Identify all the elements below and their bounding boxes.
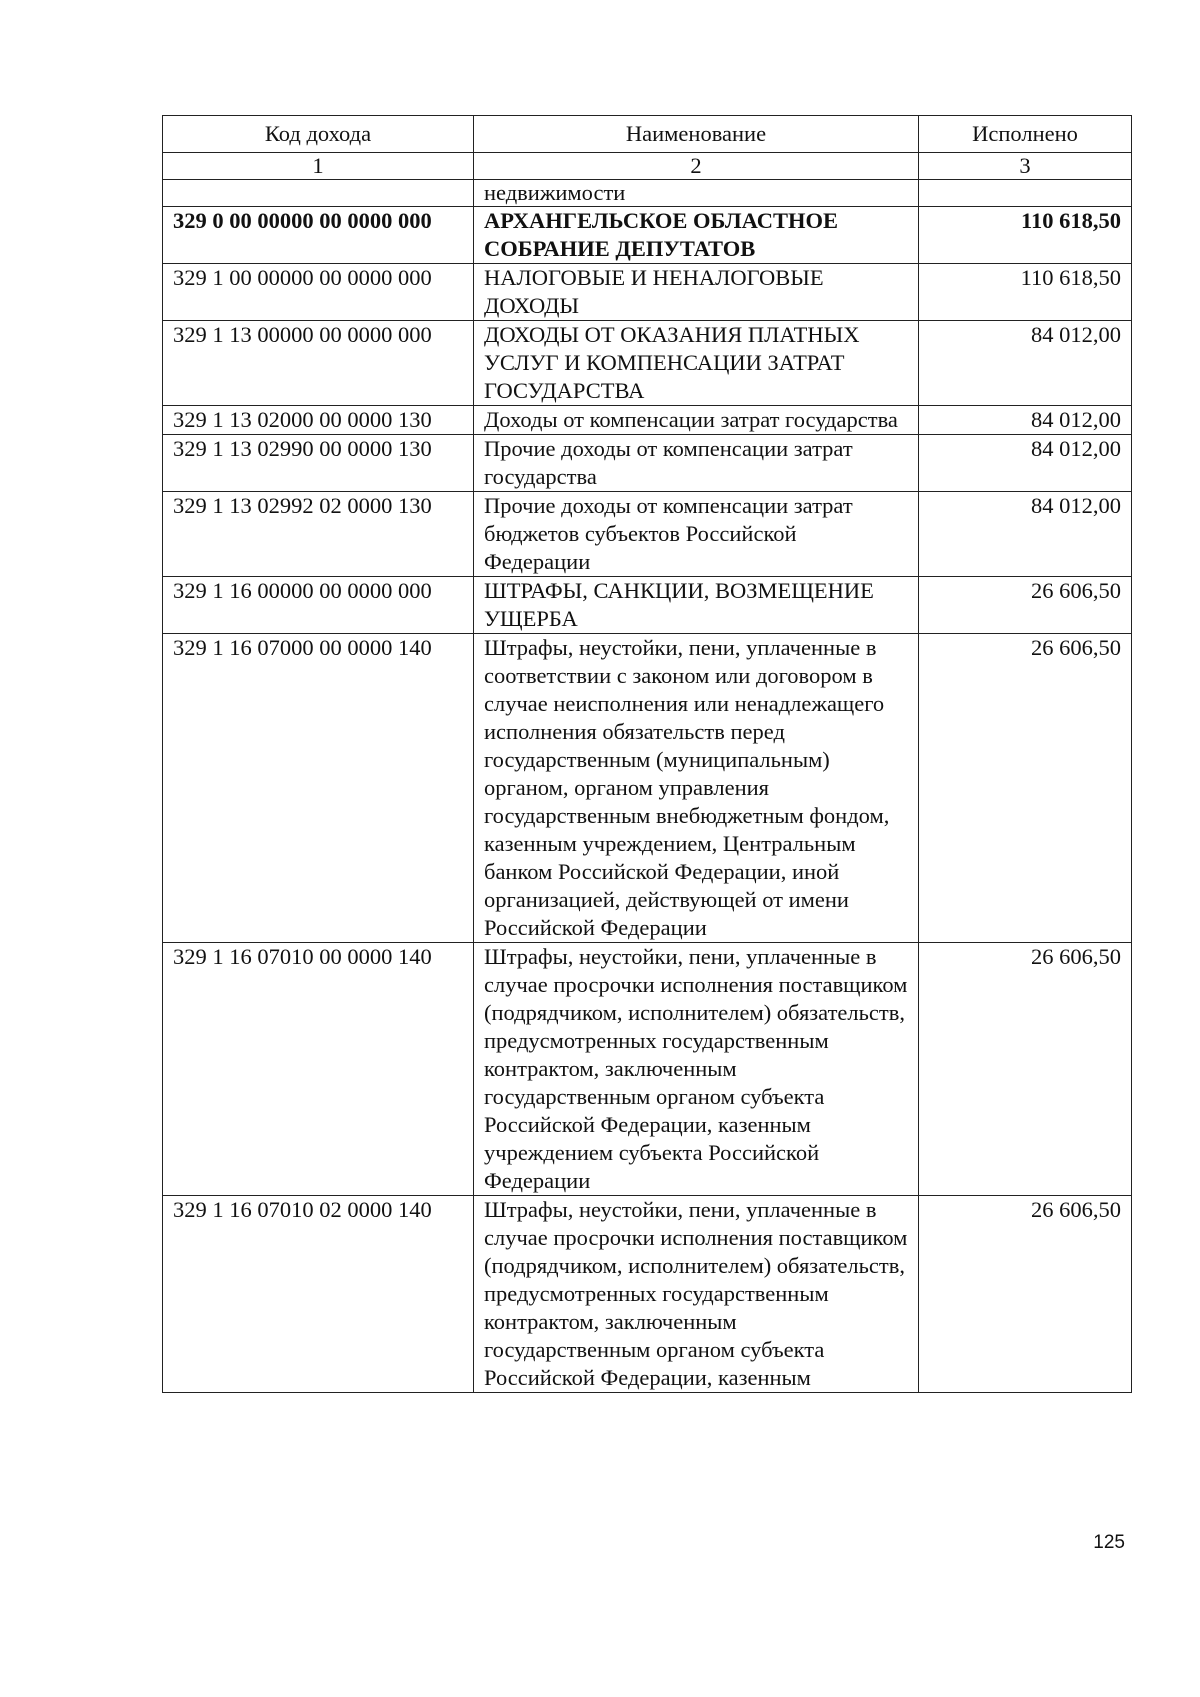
amount-cell: 26 606,50 [919, 634, 1132, 943]
name-cell: Прочие доходы от компенсации затрат государства [474, 435, 919, 492]
income-code-cell: 329 1 13 02992 02 0000 130 [163, 492, 474, 577]
name-cell: Прочие доходы от компенсации затрат бюджетов субъектов Российской Федерации [474, 492, 919, 577]
income-code-cell: 329 1 16 07000 00 0000 140 [163, 634, 474, 943]
continuation-row [163, 180, 1132, 207]
amount-cell: 26 606,50 [919, 943, 1132, 1196]
table-header-row [163, 116, 1132, 153]
column-number-1: 1 [163, 153, 474, 180]
amount-cell: 84 012,00 [919, 406, 1132, 435]
income-code-cell: 329 0 00 00000 00 0000 000 [163, 207, 474, 264]
table-row [163, 634, 1132, 943]
header-executed: Исполнено [919, 116, 1132, 153]
income-code-cell: 329 1 16 00000 00 0000 000 [163, 577, 474, 634]
column-number-3: 3 [919, 153, 1132, 180]
amount-cell: 84 012,00 [919, 321, 1132, 406]
amount-cell: 26 606,50 [919, 577, 1132, 634]
column-number-row [163, 153, 1132, 180]
amount-cell [919, 180, 1132, 207]
name-cell: ДОХОДЫ ОТ ОКАЗАНИЯ ПЛАТНЫХ УСЛУГ И КОМПЕНСАЦИИ ЗАТРАТ ГОСУДАРСТВА [474, 321, 919, 406]
table-row [163, 1196, 1132, 1393]
table-row [163, 943, 1132, 1196]
income-code-cell: 329 1 13 00000 00 0000 000 [163, 321, 474, 406]
column-number-2: 2 [474, 153, 919, 180]
amount-cell: 84 012,00 [919, 492, 1132, 577]
name-cell: Штрафы, неустойки, пени, уплаченные в случае просрочки исполнения поставщиком (подрядчиком, исполнителем) обязательств, предусмотренных государственным контрактом, заключенным государственным органом субъекта Российской Федерации, казенным учреждением субъекта Российской Федерации [474, 943, 919, 1196]
header-name: Наименование [474, 116, 919, 153]
name-cell: Штрафы, неустойки, пени, уплаченные в случае просрочки исполнения поставщиком (подрядчиком, исполнителем) обязательств, предусмотренных государственным контрактом, заключенным государственным органом субъекта Российской Федерации, казенным [474, 1196, 919, 1393]
name-cell: недвижимости [474, 180, 919, 207]
name-cell: Доходы от компенсации затрат государства [474, 406, 919, 435]
amount-cell: 26 606,50 [919, 1196, 1132, 1393]
table-row [163, 435, 1132, 492]
table-row [163, 406, 1132, 435]
amount-cell: 84 012,00 [919, 435, 1132, 492]
income-code-cell: 329 1 13 02990 00 0000 130 [163, 435, 474, 492]
table-row [163, 321, 1132, 406]
table-row [163, 207, 1132, 264]
header-income-code: Код дохода [163, 116, 474, 153]
income-code-cell [163, 180, 474, 207]
name-cell: ШТРАФЫ, САНКЦИИ, ВОЗМЕЩЕНИЕ УЩЕРБА [474, 577, 919, 634]
name-cell: НАЛОГОВЫЕ И НЕНАЛОГОВЫЕ ДОХОДЫ [474, 264, 919, 321]
income-code-cell: 329 1 16 07010 02 0000 140 [163, 1196, 474, 1393]
page-number: 125 [1093, 1532, 1125, 1553]
income-code-cell: 329 1 00 00000 00 0000 000 [163, 264, 474, 321]
table-row [163, 264, 1132, 321]
name-cell: АРХАНГЕЛЬСКОЕ ОБЛАСТНОЕ СОБРАНИЕ ДЕПУТАТОВ [474, 207, 919, 264]
name-cell: Штрафы, неустойки, пени, уплаченные в соответствии с законом или договором в случае неисполнения или ненадлежащего исполнения обязательств перед государственным (муниципальным) органом, органом управления государственным внебюджетным фондом, казенным учреждением, Центральным банком Российской Федерации, иной организацией, действующей от имени Российской Федерации [474, 634, 919, 943]
amount-cell: 110 618,50 [919, 264, 1132, 321]
table-row [163, 492, 1132, 577]
income-code-cell: 329 1 16 07010 00 0000 140 [163, 943, 474, 1196]
income-table [162, 115, 1132, 1393]
income-code-cell: 329 1 13 02000 00 0000 130 [163, 406, 474, 435]
table-row [163, 577, 1132, 634]
amount-cell: 110 618,50 [919, 207, 1132, 264]
